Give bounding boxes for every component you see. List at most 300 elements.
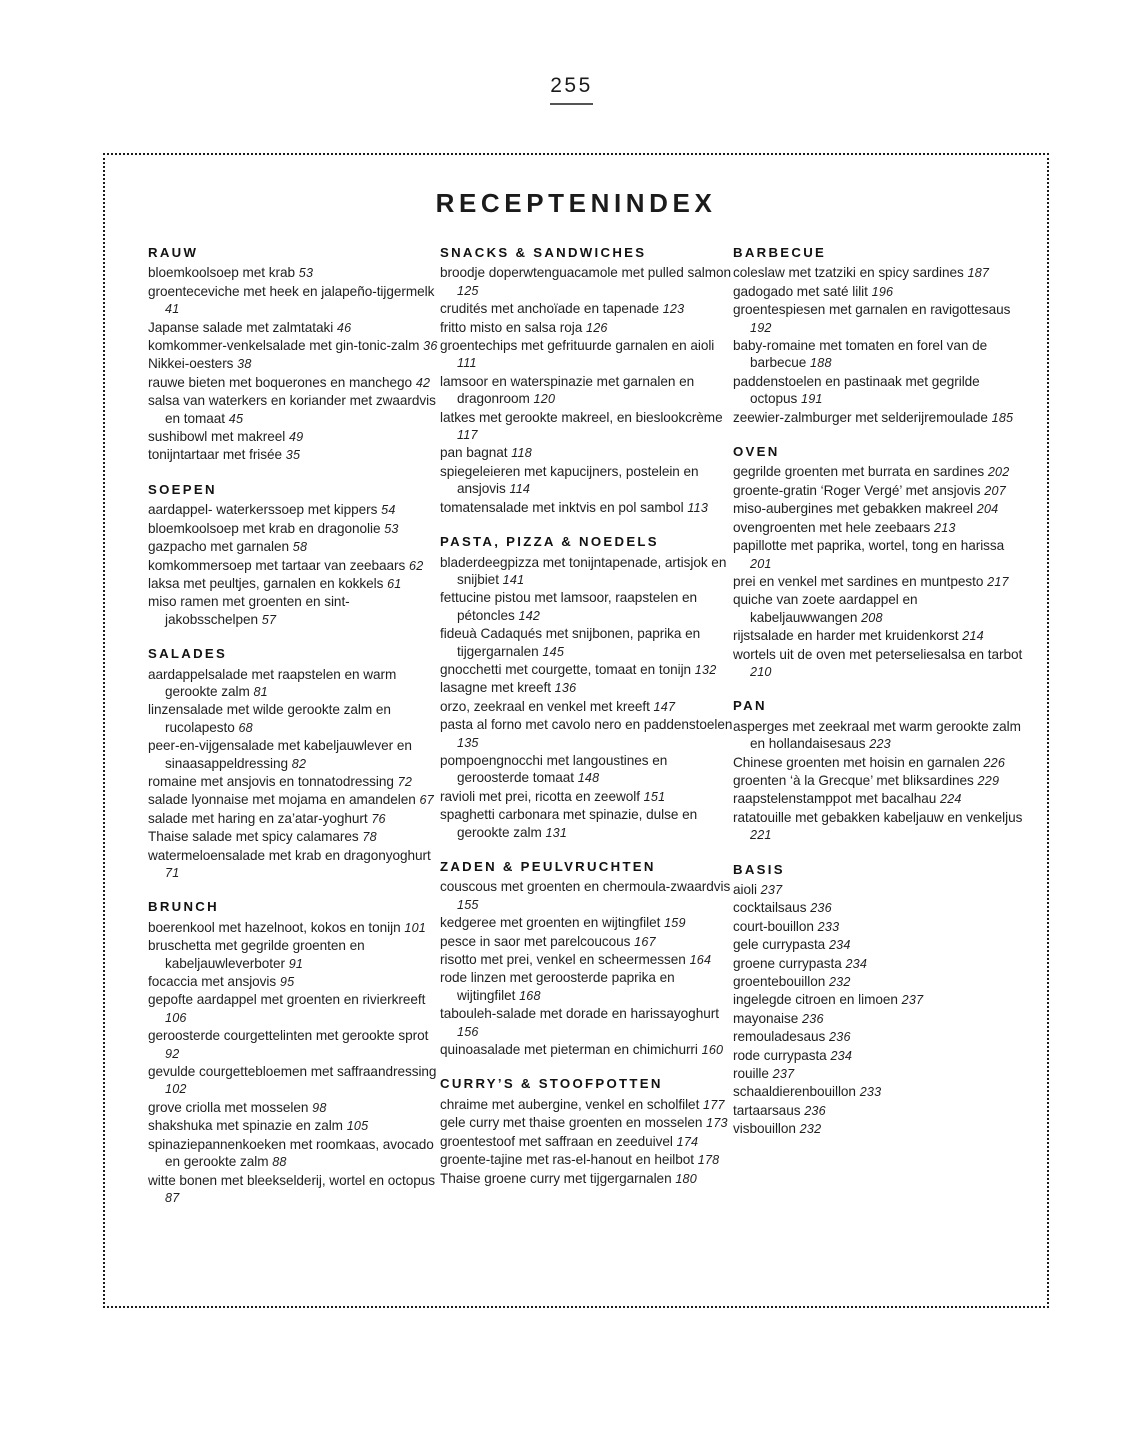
index-entry-title: lamsoor en waterspinazie met garnalen en dragonroom [440, 373, 695, 407]
index-entry-title: miso-aubergines met gebakken makreel [733, 501, 973, 517]
index-entry-title: salade met haring en za’atar-yoghurt [148, 810, 368, 826]
index-entry[interactable] [440, 716, 733, 752]
index-entry-title: pesce in saor met parelcoucous [440, 933, 631, 949]
index-entry[interactable] [440, 788, 733, 806]
index-entry-title: peer-en-vijgensalade met kabeljauwlever en sinaasappeldressing [148, 738, 412, 771]
index-entry-page-number: 117 [457, 428, 478, 443]
index-entry-title: rode currypasta [733, 1047, 827, 1063]
index-entry-page-number: 236 [804, 1103, 826, 1118]
index-entry-title: spinaziepannenkoeken met roomkaas, avocado en gerookte zalm [148, 1136, 434, 1170]
index-entry[interactable] [440, 951, 733, 969]
index-entry-page-number: 233 [817, 919, 840, 934]
index-entry[interactable] [440, 969, 733, 1005]
index-entry-title: gele currypasta [733, 937, 826, 953]
index-entry-title: tonijntartaar met frisée [148, 447, 283, 463]
index-entry-title: gepofte aardappel met groenten en rivierkreeft [148, 992, 426, 1008]
index-entry-title: groentebouillon [733, 974, 826, 990]
index-entry-page-number: 91 [288, 956, 304, 971]
index-entry[interactable] [733, 591, 1028, 627]
index-entry-title: remouladesaus [733, 1029, 826, 1045]
index-entry-page-number: 76 [371, 811, 386, 826]
index-entry-title: sushibowl met makreel [148, 429, 286, 445]
index-entry[interactable] [733, 500, 1028, 518]
index-entry[interactable] [733, 955, 1028, 973]
index-entry[interactable] [733, 899, 1028, 917]
index-entry-page-number: 87 [165, 1190, 180, 1205]
index-entry[interactable] [148, 264, 440, 282]
index-entry-page-number: 167 [634, 934, 656, 949]
index-entry[interactable] [148, 337, 440, 355]
section-heading: BARBECUE [733, 245, 827, 260]
index-entry[interactable] [733, 1083, 1028, 1101]
index-entry[interactable] [148, 538, 440, 556]
index-entry-title: zeewier-zalmburger met selderijremoulade [733, 409, 988, 425]
index-entry-page-number: 62 [408, 558, 424, 573]
index-entry[interactable] [148, 575, 440, 593]
index-entry[interactable] [733, 973, 1028, 991]
index-entry-page-number: 105 [346, 1119, 369, 1134]
index-entry[interactable] [733, 936, 1028, 954]
index-entry-page-number: 236 [829, 1030, 851, 1045]
index-entry-list [733, 718, 1028, 845]
index-entry-page-number: 164 [689, 953, 712, 968]
index-entry-page-number: 148 [577, 771, 600, 786]
index-column-3 [733, 244, 1028, 1207]
index-entry[interactable] [148, 374, 440, 392]
index-entry-title: ravioli met prei, ricotta en zeewolf [440, 788, 640, 804]
index-entry-title: quiche van zoete aardappel en kabeljauwwangen [733, 592, 918, 625]
index-entry-page-number: 42 [415, 375, 431, 390]
index-entry-title: fettucine pistou met lamsoor, raapstelen en pétoncles [440, 590, 698, 623]
index-entry[interactable] [440, 499, 733, 517]
index-entry-page-number: 156 [457, 1024, 479, 1039]
index-entry[interactable] [733, 1028, 1028, 1046]
index-entry-page-number: 196 [871, 284, 894, 299]
index-entry-title: bloemkoolsoep met krab [148, 265, 295, 281]
index-entry[interactable] [148, 1099, 440, 1117]
index-entry[interactable] [148, 737, 440, 773]
index-entry[interactable] [733, 991, 1028, 1009]
index-entry-title: Chinese groenten met hoisin en garnalen [733, 754, 980, 770]
index-entry[interactable] [440, 914, 733, 932]
index-entry-page-number: 135 [457, 735, 479, 750]
index-entry-title: gele curry met thaise groenten en mosselen [440, 1115, 703, 1131]
index-entry-page-number: 57 [261, 612, 277, 627]
section-heading: PASTA, PIZZA & NOEDELS [440, 534, 659, 550]
index-entry-title: groenten ‘à la Grecque’ met bliksardines [733, 772, 974, 788]
index-entry-page-number: 54 [381, 503, 396, 518]
index-section [733, 697, 1028, 844]
index-entry[interactable] [440, 1133, 733, 1151]
index-entry-title: tomatensalade met inktvis en pol sambol [440, 499, 684, 515]
index-entry-page-number: 177 [703, 1097, 725, 1112]
index-entry-page-number: 53 [298, 266, 314, 281]
index-entry[interactable] [440, 463, 733, 499]
index-entry-title: geroosterde courgettelinten met gerookte sprot [148, 1028, 429, 1044]
index-entry[interactable] [440, 878, 733, 914]
index-entry-title: grove criolla met mosselen [148, 1099, 309, 1115]
index-entry-page-number: 221 [750, 828, 772, 843]
index-entry-title: groentestoof met saffraan en zeeduivel [440, 1133, 673, 1149]
index-entry-page-number: 45 [228, 411, 244, 426]
index-entry-title: watermeloensalade met krab en dragonyoghurt [148, 847, 431, 863]
index-entry[interactable] [148, 428, 440, 446]
index-entry-title: orzo, zeekraal en venkel met kreeft [440, 698, 650, 714]
page-number: 255 [550, 74, 593, 105]
index-entry[interactable] [148, 828, 440, 846]
index-entry-page-number: 36 [423, 339, 438, 354]
section-heading: OVEN [733, 444, 780, 460]
index-entry-page-number: 58 [292, 540, 308, 555]
index-entry[interactable] [733, 463, 1028, 481]
index-entry-title: witte bonen met bleekselderij, wortel en octopus [148, 1172, 436, 1188]
index-entry-list [440, 878, 733, 1059]
index-entry[interactable] [733, 519, 1028, 537]
index-entry-title: groentechips met gefrituurde garnalen en aioli [440, 338, 715, 354]
index-section [440, 533, 733, 842]
index-entry[interactable] [440, 806, 733, 842]
index-entry-title: pasta al forno met cavolo nero en paddenstoelen [440, 717, 733, 733]
index-entry[interactable] [733, 301, 1028, 337]
index-entry-title: Nikkei-oesters [148, 356, 234, 372]
section-heading: SOEPEN [148, 481, 217, 497]
index-entry[interactable] [148, 991, 440, 1027]
index-entry-page-number: 106 [165, 1010, 187, 1025]
index-entry[interactable] [148, 1172, 440, 1208]
index-section [440, 858, 733, 1059]
index-entry-page-number: 234 [828, 938, 851, 953]
index-entry-page-number: 145 [542, 644, 565, 659]
index-entry-title: risotto met prei, venkel en scheermessen [440, 952, 686, 968]
index-entry-title: broodje doperwtenguacamole met pulled salmon [440, 265, 732, 281]
index-entry-page-number: 78 [362, 830, 377, 845]
index-entry[interactable] [733, 718, 1028, 754]
index-entry-title: groentespiesen met garnalen en ravigottesaus [733, 302, 1011, 318]
index-section [733, 861, 1028, 1139]
index-entry[interactable] [440, 319, 733, 337]
index-entry-title: chraime met aubergine, venkel en scholfilet [440, 1096, 700, 1112]
index-entry-title: gazpacho met garnalen [148, 539, 290, 555]
index-entry[interactable] [148, 773, 440, 791]
index-entry-page-number: 224 [939, 792, 962, 807]
index-entry[interactable] [440, 1005, 733, 1041]
index-section [148, 244, 440, 465]
section-heading: BASIS [733, 861, 785, 877]
index-entry-page-number: 41 [165, 302, 180, 317]
index-entry-title: bloemkoolsoep met krab en dragonolie [148, 520, 381, 536]
index-entry-title: romaine met ansjovis en tonnatodressing [148, 773, 394, 789]
index-entry-page-number: 213 [934, 520, 956, 535]
index-entry-list [440, 1096, 733, 1188]
section-heading: ZADEN & PEULVRUCHTEN [440, 859, 656, 874]
index-section [148, 481, 440, 629]
index-entry-title: rauwe bieten met boquerones en manchego [148, 374, 413, 390]
index-entry-page-number: 202 [987, 465, 1010, 480]
index-entry-page-number: 147 [653, 699, 676, 714]
index-entry-title: gevulde courgettebloemen met saffraandressing [148, 1064, 437, 1080]
index-entry[interactable] [440, 661, 733, 679]
index-entry-page-number: 185 [991, 410, 1014, 425]
index-entry[interactable] [440, 409, 733, 445]
index-entry[interactable] [733, 537, 1028, 573]
index-section [148, 898, 440, 1207]
index-entry[interactable] [148, 1027, 440, 1063]
index-entry[interactable] [148, 919, 440, 937]
index-entry[interactable] [148, 1063, 440, 1099]
index-entry-page-number: 237 [901, 993, 924, 1008]
index-entry-page-number: 188 [810, 356, 832, 371]
section-heading: PAN [733, 698, 767, 714]
index-entry-title: spaghetti carbonara met spinazie, dulse en gerookte zalm [440, 807, 698, 840]
section-heading: SALADES [148, 646, 228, 662]
index-entry-page-number: 204 [976, 502, 999, 517]
index-entry[interactable] [148, 392, 440, 428]
index-entry[interactable] [733, 1065, 1028, 1083]
index-entry[interactable] [440, 373, 733, 409]
index-entry-title: gnocchetti met courgette, tomaat en tonijn [440, 661, 692, 677]
index-entry-title: groenteceviche met heek en jalapeño-tijgermelk [148, 283, 435, 299]
section-heading: CURRY’S & STOOFPOTTEN [440, 1076, 663, 1092]
index-entry-page-number: 178 [697, 1153, 720, 1168]
index-entry[interactable] [733, 482, 1028, 500]
index-entry-list [148, 666, 440, 883]
index-entry-title: pompoengnocchi met langoustines en geroosterde tomaat [440, 752, 668, 786]
index-entry-page-number: 136 [554, 681, 577, 696]
index-entry-page-number: 113 [687, 500, 709, 515]
page-title: RECEPTENINDEX [435, 188, 717, 218]
index-entry-page-number: 151 [643, 789, 666, 804]
index-entry-page-number: 173 [706, 1116, 728, 1131]
index-entry-title: salade lyonnaise met mojama en amandelen [148, 792, 416, 808]
index-entry-title: boerenkool met hazelnoot, kokos en tonijn [148, 919, 401, 935]
index-entry-title: prei en venkel met sardines en muntpesto [733, 573, 984, 589]
index-entry-title: court-bouillon [733, 918, 814, 934]
index-entry[interactable] [733, 373, 1028, 409]
section-heading: SNACKS & SANDWICHES [440, 245, 647, 260]
index-entry-page-number: 98 [312, 1100, 327, 1115]
index-entry-title: fideuà Cadaqués met snijbonen, paprika en tijgergarnalen [440, 626, 701, 659]
index-entry-title: gadogado met saté lilit [733, 283, 868, 299]
index-entry[interactable] [733, 573, 1028, 591]
index-entry[interactable] [733, 1102, 1028, 1120]
index-entry-title: ratatouille met gebakken kabeljauw en venkeljus [733, 809, 1023, 825]
index-entry[interactable] [148, 810, 440, 828]
index-entry-title: coleslaw met tzatziki en spicy sardines [733, 265, 964, 281]
index-entry-page-number: 187 [967, 266, 990, 281]
index-entry[interactable] [148, 701, 440, 737]
index-entry-page-number: 81 [253, 684, 268, 699]
index-entry-title: komkommersoep met tartaar van zeebaars [148, 557, 406, 573]
index-entry[interactable] [440, 933, 733, 951]
index-entry-title: visbouillon [733, 1121, 796, 1137]
index-entry[interactable] [148, 1136, 440, 1172]
index-entry[interactable] [440, 264, 733, 300]
index-entry-title: laksa met peultjes, garnalen en kokkels [148, 575, 384, 591]
index-entry-title: rijstsalade en harder met kruidenkorst [733, 628, 959, 644]
index-entry-page-number: 174 [676, 1134, 699, 1149]
index-entry-page-number: 155 [457, 897, 479, 912]
index-entry-page-number: 217 [987, 574, 1009, 589]
index-entry-page-number: 38 [237, 357, 252, 372]
index-entry-list [440, 264, 733, 517]
index-entry-title: gegrilde groenten met burrata en sardines [733, 464, 985, 480]
index-entry[interactable] [733, 809, 1028, 845]
index-entry-title: aardappelsalade met raapstelen en warm gerookte zalm [148, 666, 397, 699]
index-entry-title: ovengroenten met hele zeebaars [733, 519, 931, 535]
index-entry[interactable] [440, 1096, 733, 1114]
index-entry-list [733, 264, 1028, 427]
index-entry-page-number: 214 [962, 629, 984, 644]
index-entry[interactable] [148, 847, 440, 883]
index-entry[interactable] [440, 1041, 733, 1059]
index-entry-page-number: 49 [288, 430, 304, 445]
index-column-2 [440, 244, 733, 1207]
index-entry[interactable] [148, 446, 440, 464]
index-entry-page-number: 229 [977, 773, 1000, 788]
index-entry[interactable] [440, 698, 733, 716]
section-heading: RAUW [148, 245, 199, 260]
index-entry-title: komkommer-venkelsalade met gin-tonic-zalm [148, 338, 420, 354]
index-entry-page-number: 71 [165, 866, 180, 880]
index-entry-page-number: 72 [397, 774, 413, 789]
index-entry[interactable] [440, 1114, 733, 1132]
index-entry-title: Thaise salade met spicy calamares [148, 829, 359, 845]
index-entry[interactable] [440, 1170, 733, 1188]
index-entry[interactable] [733, 283, 1028, 301]
index-entry[interactable] [733, 790, 1028, 808]
index-entry-title: tartaarsaus [733, 1102, 801, 1118]
index-entry-page-number: 61 [387, 576, 402, 591]
index-entry-title: mayonaise [733, 1010, 799, 1026]
index-entry-page-number: 131 [545, 825, 568, 840]
index-entry[interactable] [440, 1151, 733, 1169]
index-entry-title: lasagne met kreeft [440, 680, 551, 696]
index-entry-list [440, 554, 733, 843]
index-entry[interactable] [148, 937, 440, 973]
index-entry[interactable] [440, 589, 733, 625]
index-entry-title: paddenstoelen en pastinaak met gegrilde octopus [733, 373, 980, 407]
index-entry[interactable] [733, 918, 1028, 936]
index-entry-page-number: 92 [165, 1046, 180, 1061]
index-entry-page-number: 237 [760, 883, 783, 897]
index-entry-page-number: 160 [701, 1043, 724, 1058]
index-entry-page-number: 210 [750, 664, 772, 679]
index-entry-title: groente-gratin ‘Roger Vergé’ met ansjovis [733, 482, 981, 498]
index-entry[interactable] [148, 666, 440, 702]
index-entry-title: aardappel- waterkerssoep met kippers [148, 502, 378, 518]
index-entry[interactable] [148, 1117, 440, 1135]
index-entry-title: fritto misto en salsa roja [440, 319, 583, 335]
index-entry-page-number: 180 [675, 1171, 697, 1186]
index-entry-page-number: 191 [801, 392, 823, 407]
index-entry-page-number: 114 [509, 482, 531, 497]
index-entry-title: bruschetta met gegrilde groenten en kabeljauwleverboter [148, 938, 365, 971]
index-entry[interactable] [733, 646, 1028, 682]
index-entry-title: bladerdeegpizza met tonijntapenade, artisjok en snijbiet [440, 554, 727, 587]
index-entry[interactable] [148, 593, 440, 629]
index-entry[interactable] [733, 1047, 1028, 1065]
index-entry-list [148, 501, 440, 629]
index-entry[interactable] [148, 319, 440, 337]
index-entry-title: focaccia met ansjovis [148, 974, 277, 990]
index-entry-page-number: 226 [983, 755, 1006, 770]
index-entry[interactable] [148, 501, 440, 519]
index-entry[interactable] [733, 772, 1028, 790]
index-entry-page-number: 233 [859, 1085, 882, 1100]
index-entry-page-number: 237 [772, 1067, 795, 1082]
index-section [148, 645, 440, 882]
index-entry-page-number: 192 [750, 320, 772, 335]
index-entry-page-number: 234 [845, 956, 868, 971]
index-entry-title: rouille [733, 1066, 769, 1082]
index-entry[interactable] [440, 300, 733, 318]
index-entry-page-number: 201 [750, 556, 772, 571]
index-entry-page-number: 159 [664, 916, 686, 931]
index-entry-page-number: 118 [511, 446, 532, 461]
index-entry-page-number: 67 [419, 793, 434, 808]
index-entry-title: couscous met groenten en chermoula-zwaardvis [440, 879, 731, 895]
index-entry[interactable] [148, 283, 440, 319]
index-entry-title: salsa van waterkers en koriander met zwaardvis en tomaat [148, 393, 436, 426]
index-entry-page-number: 125 [457, 283, 479, 298]
index-entry[interactable] [148, 520, 440, 538]
index-entry-page-number: 120 [533, 392, 556, 407]
index-entry-title: Japanse salade met zalmtataki [148, 319, 334, 335]
index-column-1 [148, 244, 440, 1207]
index-entry-list [148, 919, 440, 1208]
index-section [440, 1075, 733, 1187]
index-entry[interactable] [733, 337, 1028, 373]
index-entry-page-number: 35 [285, 448, 301, 463]
index-entry-title: groene currypasta [733, 955, 842, 971]
index-entry[interactable] [148, 557, 440, 575]
index-entry[interactable] [440, 752, 733, 788]
index-entry[interactable] [733, 881, 1028, 899]
index-entry[interactable] [440, 625, 733, 661]
index-entry[interactable] [440, 554, 733, 590]
section-heading: BRUNCH [148, 899, 219, 915]
index-entry-title: tabouleh-salade met dorade en harissayoghurt [440, 1006, 719, 1022]
index-entry-title: aioli [733, 882, 757, 897]
index-entry-page-number: 141 [502, 572, 525, 587]
index-entry[interactable] [148, 355, 440, 373]
index-entry-title: miso ramen met groenten en sint-jakobsschelpen [148, 594, 350, 627]
index-entry-title: schaaldierenbouillon [733, 1084, 856, 1100]
index-entry-page-number: 68 [238, 720, 253, 735]
index-entry[interactable] [733, 409, 1028, 427]
index-entry[interactable] [148, 791, 440, 809]
index-columns [148, 244, 1028, 1207]
index-entry-page-number: 168 [519, 988, 541, 1003]
index-entry[interactable] [733, 264, 1028, 282]
index-entry[interactable] [733, 1010, 1028, 1028]
index-entry[interactable] [440, 337, 733, 373]
index-entry-page-number: 111 [457, 356, 477, 371]
index-entry[interactable] [440, 444, 733, 462]
index-entry-title: rode linzen met geroosterde paprika en wijtingfilet [440, 970, 675, 1003]
index-entry[interactable] [733, 754, 1028, 772]
index-entry[interactable] [733, 627, 1028, 645]
index-entry[interactable] [440, 679, 733, 697]
index-entry-list [733, 463, 1028, 681]
index-entry-page-number: 102 [165, 1082, 187, 1097]
index-entry-page-number: 95 [279, 975, 295, 990]
index-entry-page-number: 123 [662, 302, 685, 317]
index-entry[interactable] [733, 1120, 1028, 1138]
index-entry[interactable] [148, 973, 440, 991]
index-entry-page-number: 126 [585, 320, 608, 335]
index-entry-title: Thaise groene curry met tijgergarnalen [440, 1170, 672, 1186]
